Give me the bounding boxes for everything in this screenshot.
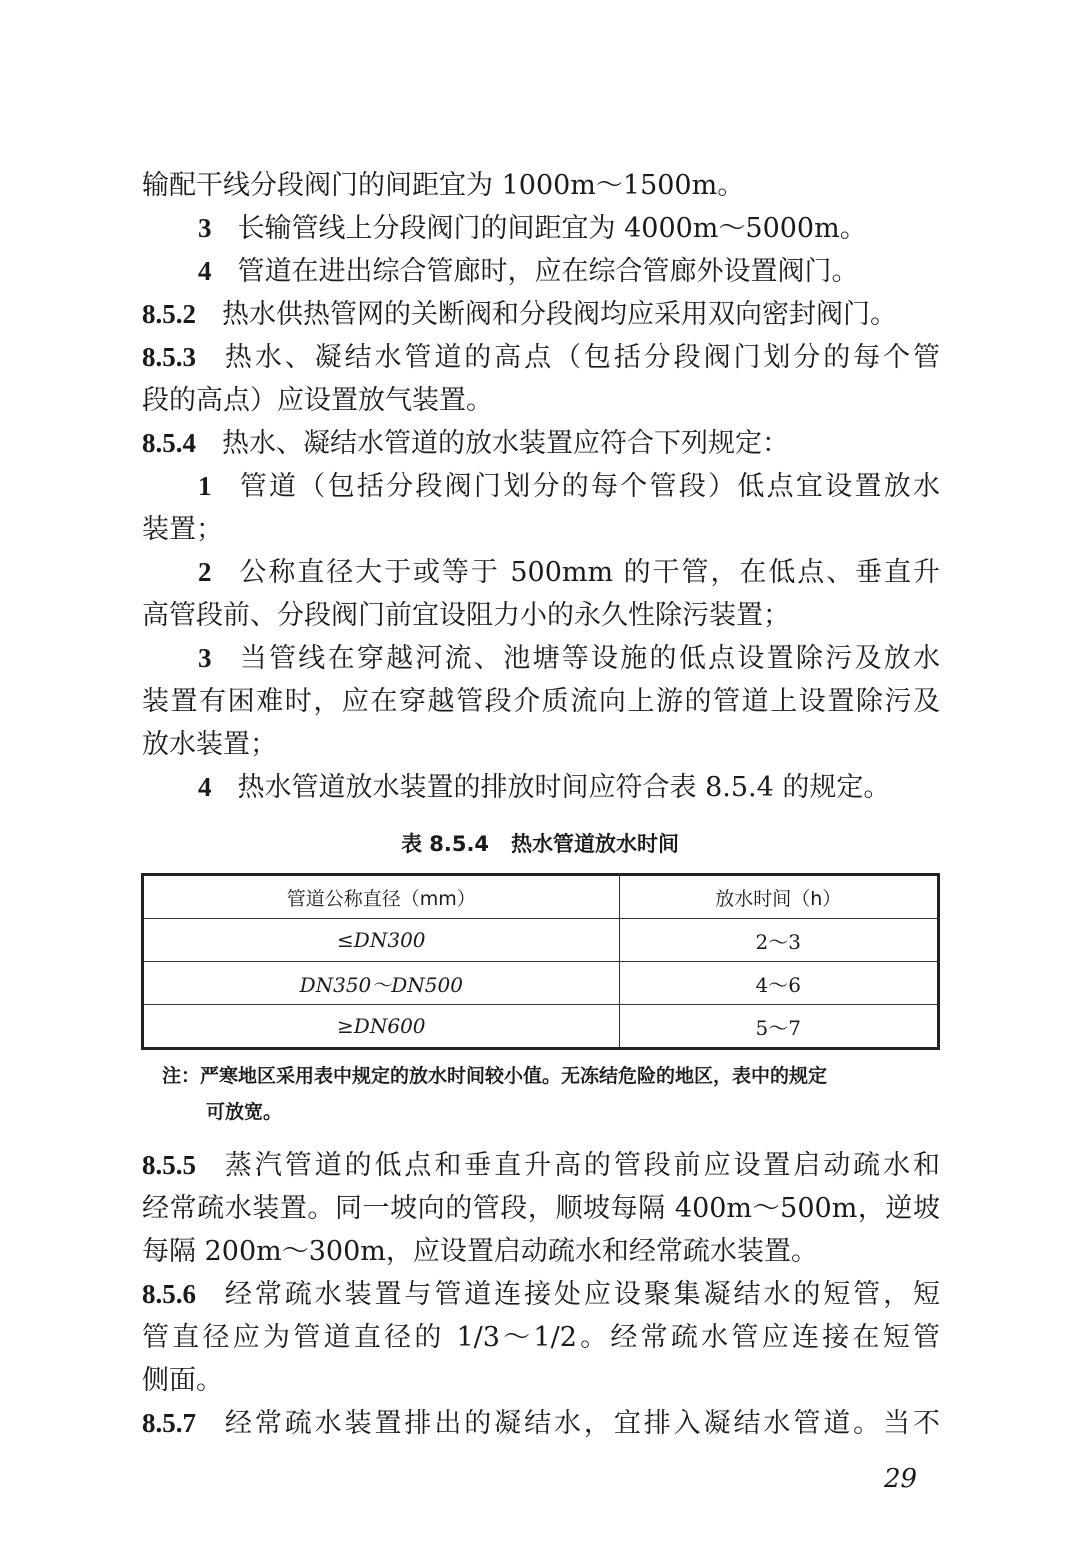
table-cell-diameter: ≤DN300 bbox=[143, 919, 620, 962]
text-line-content: 热水、凝结水管道的放水装置应符合下列规定： bbox=[222, 428, 789, 459]
clause-4 bbox=[142, 250, 940, 293]
table-header-row bbox=[143, 875, 939, 919]
clause-number: 8.5.5 bbox=[142, 1150, 196, 1180]
text-line-content: 热水、凝结水管道的高点（包括分段阀门划分的每个管 bbox=[222, 342, 940, 373]
text-line-content: 经常疏水装置。同一坡向的管段，顺坡每隔 400m～500m，逆坡 bbox=[142, 1193, 940, 1224]
table-caption-title: 热水管道放水时间 bbox=[511, 832, 680, 856]
text-line-content: 管道在进出综合管廊时，应在综合管廊外设置阀门。 bbox=[237, 256, 859, 287]
clause-1 bbox=[142, 465, 940, 551]
text-line-content: 输配干线分段阀门的间距宜为 1000m～1500m。 bbox=[142, 170, 745, 201]
clause-number: 2 bbox=[198, 557, 212, 587]
text-line-content: 装置； bbox=[142, 514, 223, 545]
text-line bbox=[142, 1359, 940, 1402]
table-cell-diameter: ≥DN600 bbox=[143, 1005, 620, 1049]
text-line-content: 每隔 200m～300m，应设置启动疏水和经常疏水装置。 bbox=[142, 1236, 818, 1267]
body-text-before-table bbox=[142, 164, 940, 809]
text-line bbox=[142, 422, 940, 465]
clause-number: 8.5.2 bbox=[142, 299, 196, 329]
text-line-content: 热水管道放水装置的排放时间应符合表 8.5.4 的规定。 bbox=[237, 772, 891, 803]
clause-number: 8.5.4 bbox=[142, 428, 196, 458]
clause-3 bbox=[142, 637, 940, 766]
text-line bbox=[142, 1316, 940, 1359]
text-line bbox=[142, 1230, 940, 1273]
text-line-content: 装置有困难时，应在穿越管段介质流向上游的管道上设置除污及 bbox=[142, 686, 940, 717]
text-line-content: 经常疏水装置排出的凝结水，宜排入凝结水管道。当不 bbox=[222, 1408, 940, 1439]
text-line bbox=[142, 637, 940, 680]
text-line-content: 经常疏水装置与管道连接处应设聚集凝结水的短管，短 bbox=[222, 1279, 940, 1310]
text-line-content: 管道（包括分段阀门划分的每个管段）低点宜设置放水 bbox=[237, 471, 940, 502]
text-line bbox=[142, 1187, 940, 1230]
text-line-content: 公称直径大于或等于 500mm 的干管，在低点、垂直升 bbox=[237, 557, 940, 588]
clause-number: 8.5.7 bbox=[142, 1408, 196, 1438]
table-row bbox=[143, 962, 939, 1005]
text-line bbox=[142, 551, 940, 594]
text-line bbox=[142, 379, 940, 422]
clause-number: 1 bbox=[198, 471, 212, 501]
table-note bbox=[162, 1058, 942, 1130]
text-line-content: 热水供热管网的关断阀和分段阀均应采用双向密封阀门。 bbox=[222, 299, 897, 330]
text-line-content: 当管线在穿越河流、池塘等设施的低点设置除污及放水 bbox=[237, 643, 940, 674]
text-line-content: 高管段前、分段阀门前宜设阻力小的永久性除污装置； bbox=[142, 600, 790, 631]
clause-8-5-3 bbox=[142, 336, 940, 422]
table-caption bbox=[0, 828, 1080, 858]
text-line bbox=[142, 465, 940, 508]
text-line-content: 放水装置； bbox=[142, 729, 277, 760]
clause-number: 4 bbox=[198, 772, 212, 802]
text-line bbox=[142, 1144, 940, 1187]
text-line-content: 段的高点）应设置放气装置。 bbox=[142, 385, 493, 416]
clause-number: 3 bbox=[198, 643, 212, 673]
text-line-content: 蒸汽管道的低点和垂直升高的管段前应设置启动疏水和 bbox=[222, 1150, 940, 1181]
text-line bbox=[142, 723, 940, 766]
clause-8-5-4 bbox=[142, 422, 940, 465]
text-line bbox=[142, 207, 940, 250]
text-line bbox=[142, 1402, 940, 1445]
table-row bbox=[143, 919, 939, 962]
text-line bbox=[142, 293, 940, 336]
paragraph-continuation bbox=[142, 164, 940, 207]
table-row bbox=[143, 1005, 939, 1049]
text-line bbox=[142, 336, 940, 379]
clause-number: 4 bbox=[198, 256, 212, 286]
text-line-content: 长输管线上分段阀门的间距宜为 4000m～5000m。 bbox=[237, 213, 867, 244]
text-line bbox=[142, 508, 940, 551]
table-cell-drain-time: 2～3 bbox=[619, 919, 938, 962]
body-text-after-table bbox=[142, 1144, 940, 1445]
text-line bbox=[142, 680, 940, 723]
clause-2 bbox=[142, 551, 940, 637]
text-line bbox=[142, 766, 940, 809]
text-line-content: 管直径应为管道直径的 1/3～1/2。经常疏水管应连接在短管 bbox=[142, 1322, 940, 1353]
text-line bbox=[142, 164, 940, 207]
clause-number: 8.5.3 bbox=[142, 342, 196, 372]
clause-number: 3 bbox=[198, 213, 212, 243]
clause-8-5-7 bbox=[142, 1402, 940, 1445]
clause-4 bbox=[142, 766, 940, 809]
table-cell-diameter: DN350～DN500 bbox=[143, 962, 620, 1005]
clause-8-5-5 bbox=[142, 1144, 940, 1273]
table-note-line: 注：严寒地区采用表中规定的放水时间较小值。无冻结危险的地区，表中的规定 bbox=[162, 1065, 828, 1087]
table-caption-number: 表 8.5.4 bbox=[400, 832, 490, 856]
clause-number: 8.5.6 bbox=[142, 1279, 196, 1309]
text-line bbox=[142, 594, 940, 637]
clause-8-5-6 bbox=[142, 1273, 940, 1402]
text-line bbox=[142, 1273, 940, 1316]
text-line-content: 侧面。 bbox=[142, 1365, 223, 1396]
text-line bbox=[142, 250, 940, 293]
table-note-line: 可放宽。 bbox=[206, 1101, 283, 1123]
page-number: 29 bbox=[884, 1464, 918, 1494]
table-cell-drain-time: 4～6 bbox=[619, 962, 938, 1005]
clause-3 bbox=[142, 207, 940, 250]
table-header-diameter: 管道公称直径（mm） bbox=[143, 875, 620, 919]
table-header-drain-time: 放水时间（h） bbox=[619, 875, 938, 919]
clause-8-5-2 bbox=[142, 293, 940, 336]
table-cell-drain-time: 5～7 bbox=[619, 1005, 938, 1049]
drain-time-table bbox=[141, 873, 940, 1050]
